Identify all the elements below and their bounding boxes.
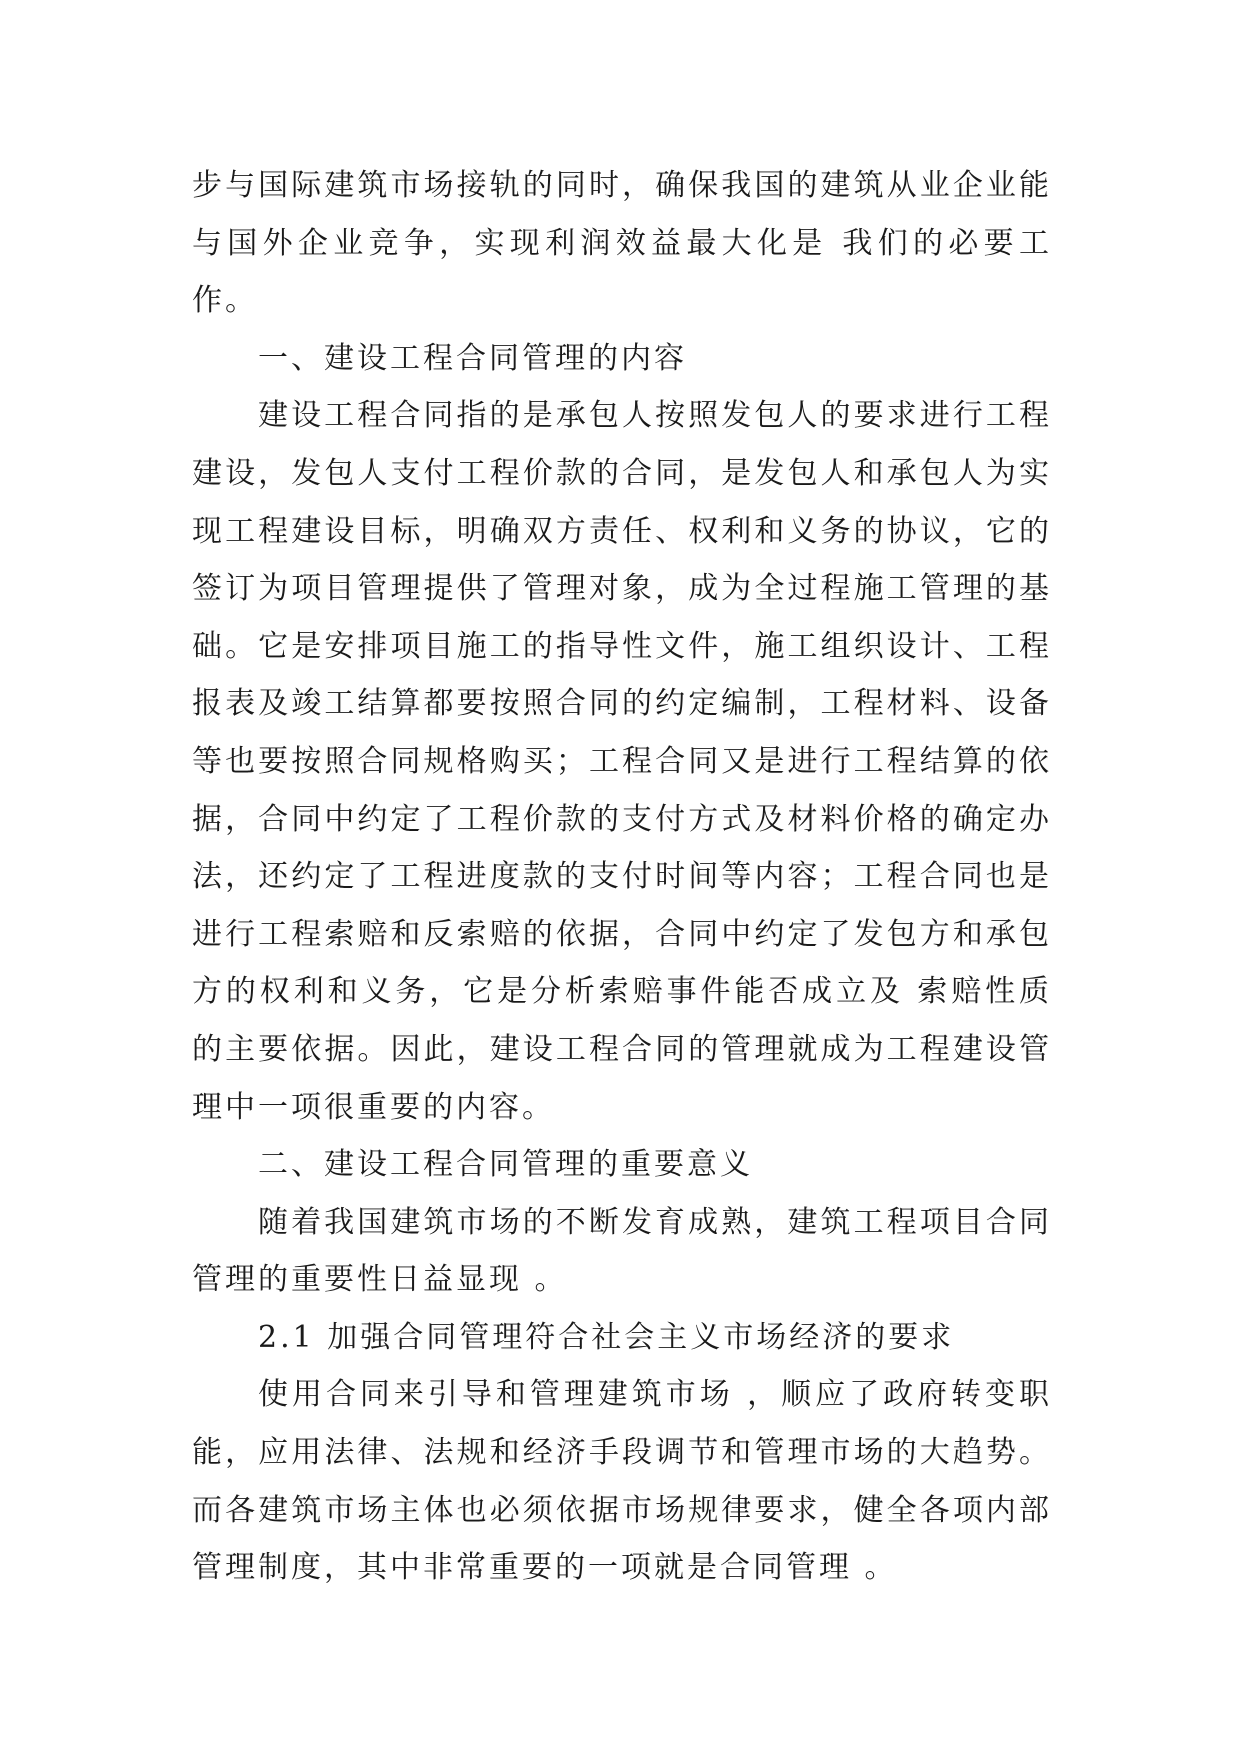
document-body <box>192 157 1052 1597</box>
paragraph-intro-continuation: 步与国际建筑市场接轨的同时，确保我国的建筑从业企业能与国外企业竞争，实现利润效益最大化是 我们的必要工作。 <box>192 168 1052 319</box>
section-heading-1: 一、建设工程合同管理的内容 <box>258 340 687 376</box>
paragraph-importance: 随着我国建筑市场的不断发育成熟，建筑工程项目合同管理的重要性日益显现 。 <box>192 1204 1052 1298</box>
section-heading-2: 二、建设工程合同管理的重要意义 <box>258 1147 753 1183</box>
paragraph-market-economy: 使用合同来引导和管理建筑市场 ，顺应了政府转变职能，应用法律、法规和经济手段调节和管理市场的大趋势。而各建筑市场主体也必须依据市场规律要求，健全各项内部管理制度，其中非常重要的一项就是合同管理 。 <box>192 1377 1052 1586</box>
subsection-heading-2-1: 2.1 加强合同管理符合社会主义市场经济的要求 <box>258 1319 955 1355</box>
paragraph-contract-definition: 建设工程合同指的是承包人按照发包人的要求进行工程建设，发包人支付工程价款的合同，是发包人和承包人为实现工程建设目标，明确双方责任、权利和义务的协议，它的签订为项目管理提供了管理对象，成为全过程施工管理的基础。它是安排项目施工的指导性文件，施工组织设计、工程报表及竣工结算都要按照合同的约定编制，工程材料、设备等也要按照合同规格购买；工程合同又是进行工程结算的依据，合同中约定了工程价款的支付方式及材料价格的确定办法，还约定了工程进度款的支付时间等内容；工程合同也是进行工程索赔和反索赔的依据，合同中约定了发包方和承包方的权利和义务，它是分析索赔事件能否成立及 索赔性质的主要依据。因此，建设工程合同的管理就成为工程建设管理中一项很重要的内容。 <box>192 398 1052 1125</box>
